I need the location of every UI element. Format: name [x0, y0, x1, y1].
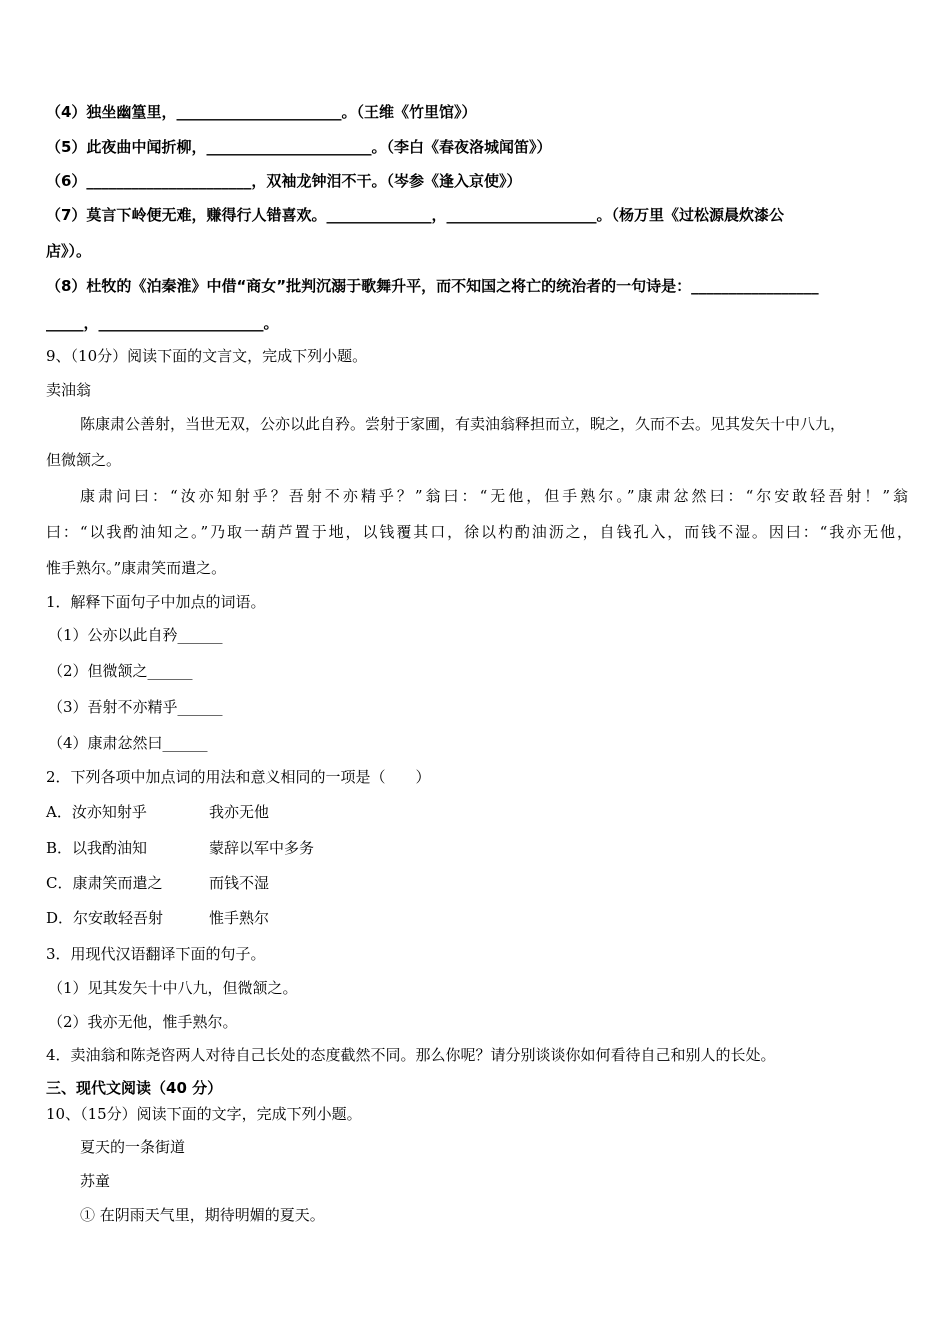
option-a-left: A．汝亦知射乎 [46, 803, 147, 821]
option-b-left: B．以我酌油知 [46, 839, 148, 857]
option-b [46, 838, 910, 858]
subq3-item: （2）我亦无他，惟手熟尔。 [48, 1013, 238, 1031]
poetry-line-5: （5）此夜曲中闻折柳，______________________。（李白《春夜洛城闻笛》） [46, 138, 552, 156]
option-b-right: 蒙辞以军中多务 [209, 839, 315, 857]
poetry-line-6: （6）______________________，双袖龙钟泪不干。（岑参《逢入京使》） [46, 172, 522, 190]
section3-heading: 三、现代文阅读（40 分） [46, 1079, 223, 1097]
option-c-left: C．康肃笑而遣之 [46, 874, 163, 892]
subq4-title: 4．卖油翁和陈尧咨两人对待自己长处的态度截然不同。那么你呢？请分别谈谈你如何看待自己和别人的长处。 [46, 1046, 776, 1064]
article-title: 夏天的一条街道 [80, 1138, 186, 1156]
subq3-title: 3．用现代汉语翻译下面的句子。 [46, 945, 266, 963]
poetry-line-7b: 店》）。 [46, 242, 92, 260]
passage-p2b: 曰：“以我酌油知之。”乃取一葫芦置于地，以钱覆其口，徐以杓酌油沥之，自钱孔入，而钱不湿。因曰：“我亦无他， [46, 523, 912, 541]
poetry-line-4: （4）独坐幽篁里，______________________。（王维《竹里馆》） [46, 103, 477, 121]
option-a-right: 我亦无他 [209, 803, 270, 821]
option-d-right: 惟手熟尔 [209, 909, 270, 927]
passage-title: 卖油翁 [46, 381, 92, 399]
subq1-item: （2）但微颔之______ [48, 662, 193, 680]
subq2-title: 2．下列各项中加点词的用法和意义相同的一项是（ ） [46, 768, 431, 786]
article-p1: ① 在阴雨天气里，期待明媚的夏天。 [80, 1206, 325, 1224]
poetry-line-8b: _____，______________________。 [46, 314, 279, 332]
poetry-line-7a: （7）莫言下岭便无难，赚得行人错喜欢。______________，____________________。（杨万里《过松源晨炊漆公 [46, 206, 784, 224]
option-c-right: 而钱不湿 [209, 874, 270, 892]
passage-p1b: 但微颔之。 [46, 451, 122, 469]
option-d-left: D．尔安敢轻吾射 [46, 909, 164, 927]
q10-header: 10、（15分）阅读下面的文字，完成下列小题。 [46, 1105, 362, 1123]
poetry-line-8a: （8）杜牧的《泊秦淮》中借“商女”批判沉溺于歌舞升平，而不知国之将亡的统治者的一句诗是：_________________ [46, 277, 819, 295]
passage-p1a: 陈康肃公善射，当世无双，公亦以此自矜。尝射于家圃，有卖油翁释担而立，睨之，久而不去。见其发矢十中八九， [80, 415, 846, 433]
subq1-title: 1．解释下面句子中加点的词语。 [46, 593, 266, 611]
subq1-item: （4）康肃忿然曰______ [48, 734, 208, 752]
q9-header: 9、（10分）阅读下面的文言文，完成下列小题。 [46, 347, 368, 365]
subq3-item: （1）见其发矢十中八九，但微颔之。 [48, 979, 298, 997]
passage-p2c: 惟手熟尔。”康肃笑而遣之。 [46, 559, 227, 577]
option-a [46, 802, 910, 822]
passage-p2a: 康肃问曰：“汝亦知射乎？吾射不亦精乎？”翁曰：“无他，但手熟尔。”康肃忿然曰：“尔安敢轻吾射！”翁 [80, 487, 908, 505]
article-author: 苏童 [80, 1172, 111, 1190]
option-d [46, 908, 910, 928]
option-c [46, 873, 910, 893]
subq1-item: （1）公亦以此自矜______ [48, 626, 223, 644]
subq1-item: （3）吾射不亦精乎______ [48, 698, 223, 716]
